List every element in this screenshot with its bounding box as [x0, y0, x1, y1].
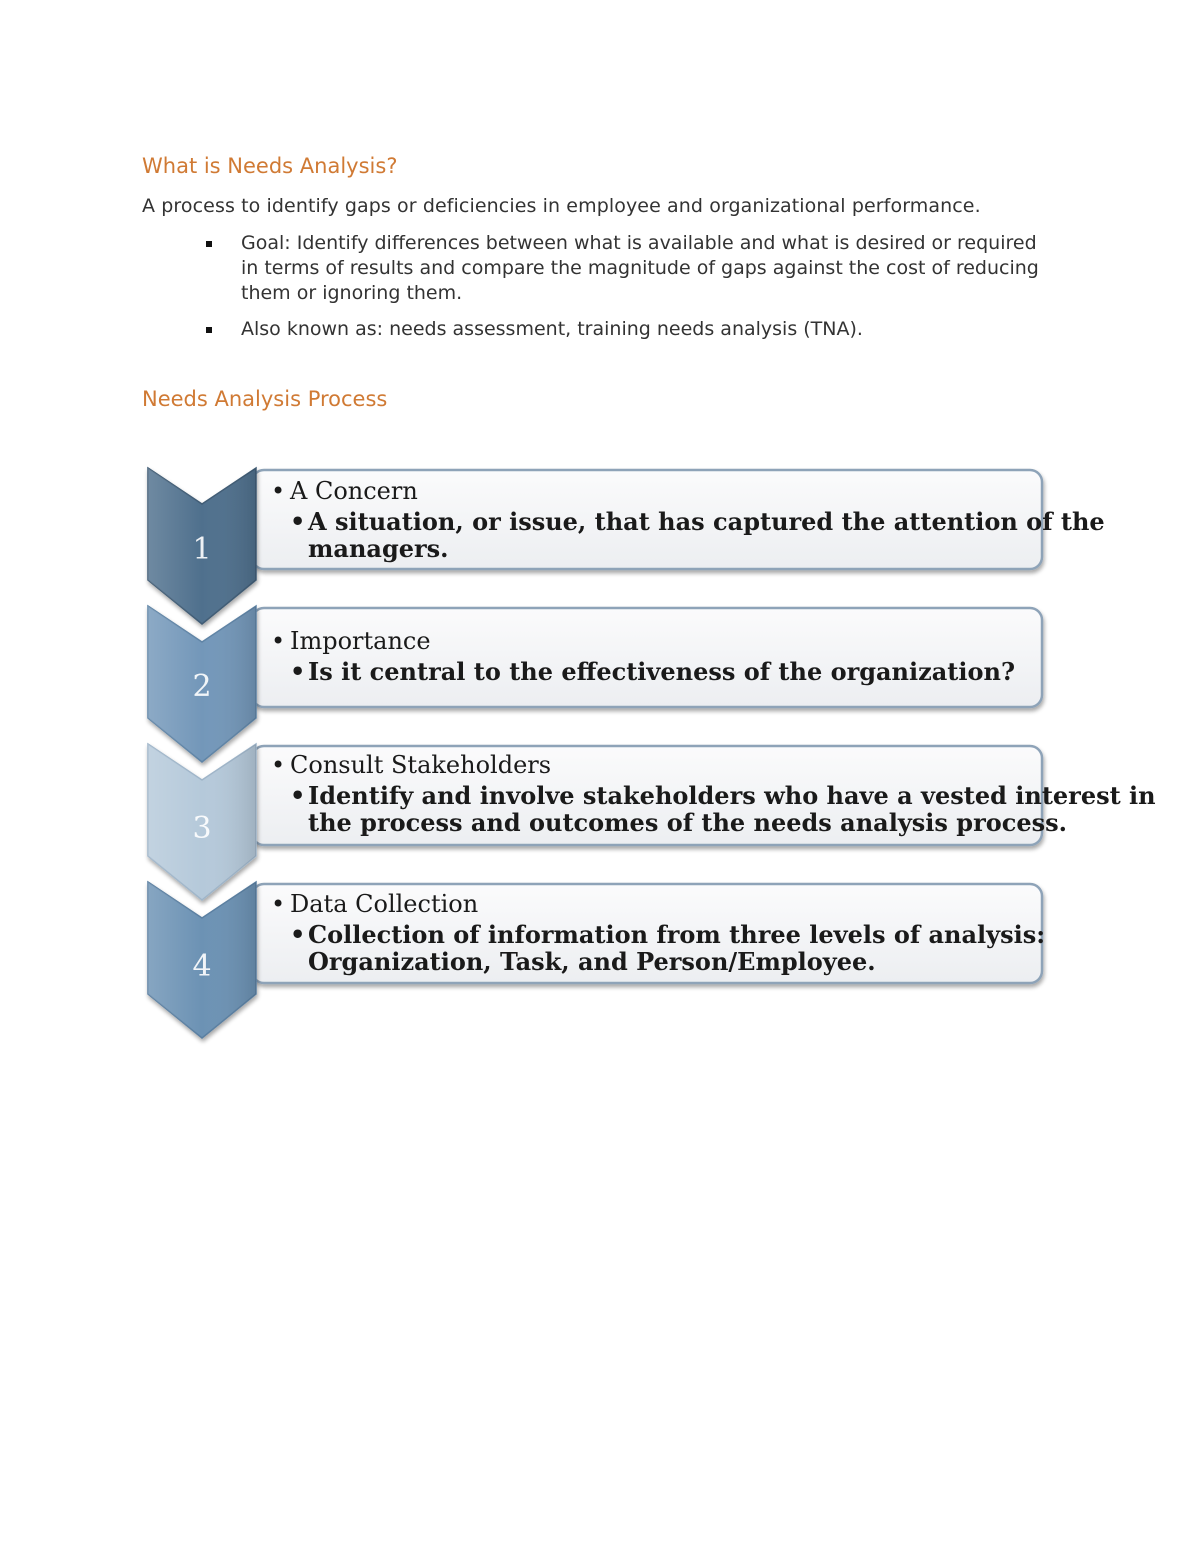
- bullet-icon: •: [271, 627, 286, 655]
- bullet-text-goal: Goal: Identify differences between what is available and what is desired or required in terms of results and compare the magnitude of gaps against the cost of reducing them or ignoring them.: [241, 232, 1039, 304]
- step-detail-line: Is it central to the effectiveness of the organization?: [308, 657, 1016, 686]
- square-bullet-icon: [206, 241, 212, 247]
- process-step-2: [148, 606, 1042, 762]
- bullet-icon: •: [290, 507, 306, 536]
- step-number: 3: [192, 811, 212, 846]
- step-number: 1: [192, 532, 212, 567]
- process-step-3: [148, 744, 1156, 900]
- step-detail-line: the process and outcomes of the needs analysis process.: [308, 808, 1067, 837]
- step-detail-line: Identify and involve stakeholders who have a vested interest in: [308, 781, 1156, 810]
- bullet-icon: •: [271, 477, 286, 505]
- step-title: A Concern: [290, 477, 418, 505]
- step-detail-line: Collection of information from three levels of analysis:: [308, 920, 1046, 949]
- step-title: Importance: [290, 627, 431, 655]
- step-title: Consult Stakeholders: [290, 751, 552, 779]
- bullet-icon: •: [290, 920, 306, 949]
- intro-paragraph: A process to identify gaps or deficiencies in employee and organizational performance.: [142, 195, 981, 217]
- definition-bullet-list: [142, 231, 1042, 353]
- section-heading-process: Needs Analysis Process: [142, 387, 388, 411]
- section-heading-what-is: What is Needs Analysis?: [142, 154, 398, 178]
- bullet-text-also-known: Also known as: needs assessment, training needs analysis (TNA).: [241, 318, 863, 340]
- bullet-icon: •: [290, 781, 306, 810]
- square-bullet-icon: [206, 327, 212, 333]
- process-diagram: [140, 460, 1156, 1050]
- step-detail-line: managers.: [308, 534, 449, 563]
- bullet-icon: •: [290, 657, 306, 686]
- process-step-1: [148, 468, 1105, 624]
- step-title: Data Collection: [290, 890, 479, 918]
- step-number: 4: [192, 949, 212, 984]
- step-detail-line: A situation, or issue, that has captured the attention of the: [308, 507, 1105, 536]
- process-step-4: [148, 882, 1045, 1038]
- bullet-icon: •: [271, 890, 286, 918]
- list-item: [142, 317, 1042, 342]
- step-detail-line: Organization, Task, and Person/Employee.: [308, 947, 876, 976]
- list-item: [142, 231, 1042, 306]
- bullet-icon: •: [271, 751, 286, 779]
- step-number: 2: [192, 669, 212, 704]
